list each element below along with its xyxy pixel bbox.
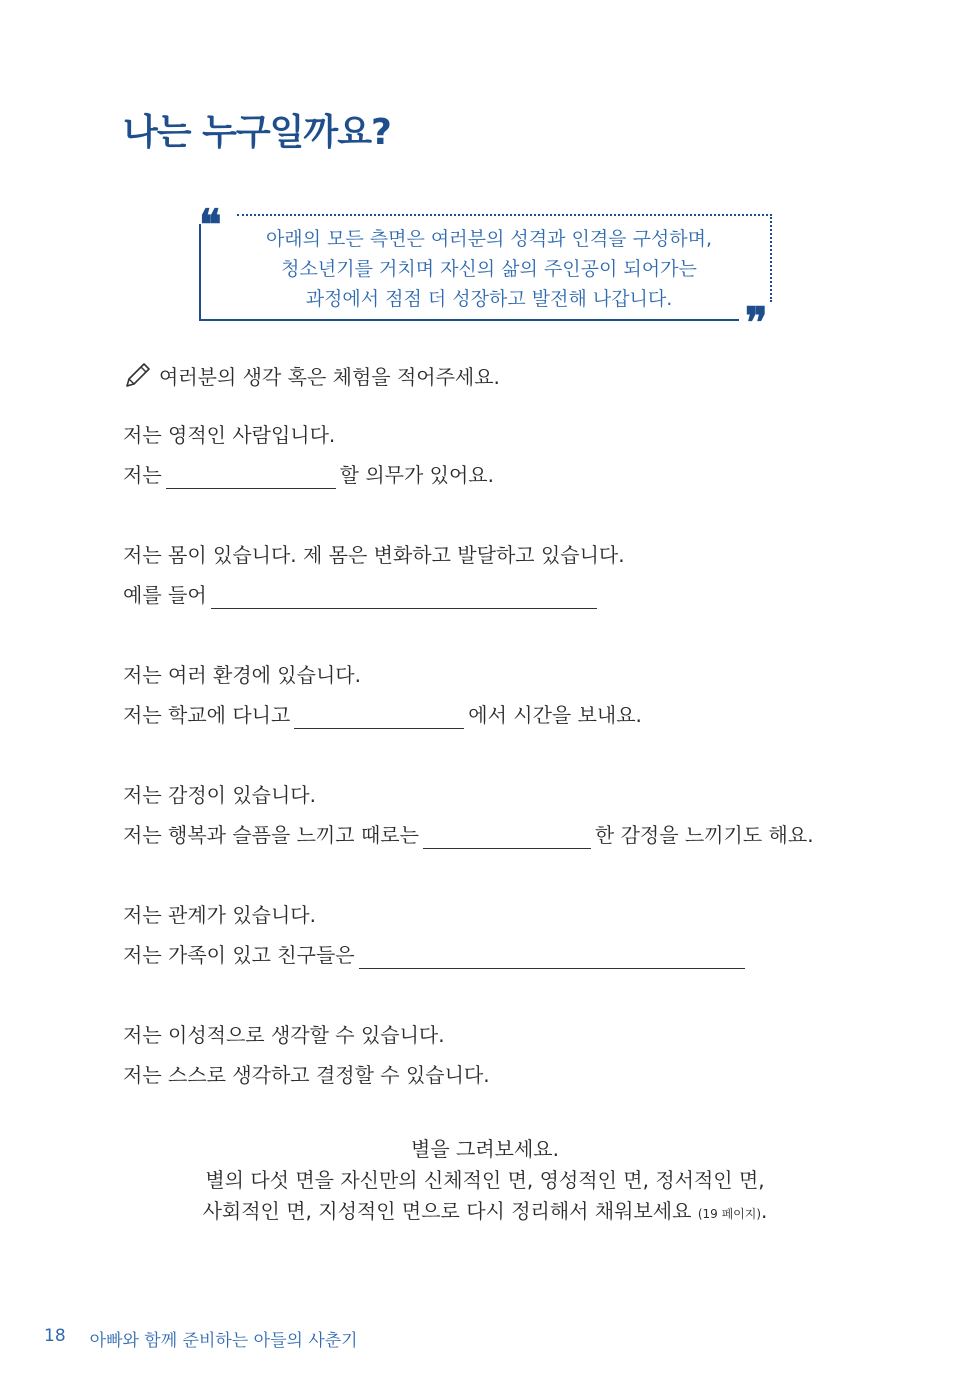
instruction-text: 여러분의 생각 혹은 체험을 적어주세요. — [159, 364, 500, 389]
star-note-line: 사회적인 면, 지성적인 면으로 다시 정리해서 채워보세요 (19 페이지). — [202, 1199, 768, 1223]
spiritual-fill-line: 저는 할 의무가 있어요. — [123, 463, 494, 487]
book-title: 아빠와 함께 준비하는 아들의 사춘기 — [89, 1331, 358, 1351]
emotion-fill-line: 저는 행복과 슬픔을 느끼고 때로는 한 감정을 느끼기도 해요. — [123, 823, 814, 847]
spiritual-statement: 저는 영적인 사람입니다. — [123, 423, 336, 447]
pencil-icon — [123, 360, 153, 390]
body-blank[interactable] — [211, 586, 597, 609]
relation-blank[interactable] — [359, 946, 745, 969]
emotion-blank[interactable] — [423, 826, 591, 849]
spiritual-blank[interactable] — [166, 466, 336, 489]
star-note-line: 별을 그려보세요. — [411, 1137, 559, 1161]
reason-statement-2: 저는 스스로 생각하고 결정할 수 있습니다. — [123, 1063, 490, 1087]
environment-blank[interactable] — [294, 706, 464, 729]
reason-statement: 저는 이성적으로 생각할 수 있습니다. — [123, 1023, 445, 1047]
page-footer — [44, 1326, 358, 1351]
star-instruction — [140, 1134, 830, 1230]
environment-statement: 저는 여러 환경에 있습니다. — [123, 663, 361, 687]
star-note-line: 별의 다섯 면을 자신만의 신체적인 면, 영성적인 면, 정서적인 면, — [205, 1168, 765, 1192]
page-number: 18 — [44, 1326, 66, 1346]
quote-text — [219, 224, 759, 314]
page-title: 나는 누구일까요? — [123, 112, 391, 153]
body-fill-line: 예를 들어 — [123, 581, 601, 609]
open-quote-icon: ❝ — [199, 200, 222, 249]
emotion-statement: 저는 감정이 있습니다. — [123, 783, 316, 807]
quote-border-right — [770, 214, 772, 302]
quote-box — [199, 200, 772, 347]
quote-border-top — [237, 214, 772, 216]
page-reference: (19 페이지) — [697, 1207, 762, 1221]
body-statement: 저는 몸이 있습니다. 제 몸은 변화하고 발달하고 있습니다. — [123, 543, 625, 567]
environment-fill-line: 저는 학교에 다니고 에서 시간을 보내요. — [123, 703, 642, 727]
instruction — [123, 360, 500, 390]
relation-fill-line: 저는 가족이 있고 친구들은 — [123, 941, 749, 969]
close-quote-icon: ❞ — [745, 298, 768, 347]
quote-line: 과정에서 점점 더 성장하고 발전해 나갑니다. — [305, 288, 673, 310]
quote-line: 아래의 모든 측면은 여러분의 성격과 인격을 구성하며, — [265, 228, 713, 250]
relation-statement: 저는 관계가 있습니다. — [123, 903, 316, 927]
quote-line: 청소년기를 거치며 자신의 삶의 주인공이 되어가는 — [281, 258, 697, 280]
quote-border-bottom — [199, 319, 739, 321]
